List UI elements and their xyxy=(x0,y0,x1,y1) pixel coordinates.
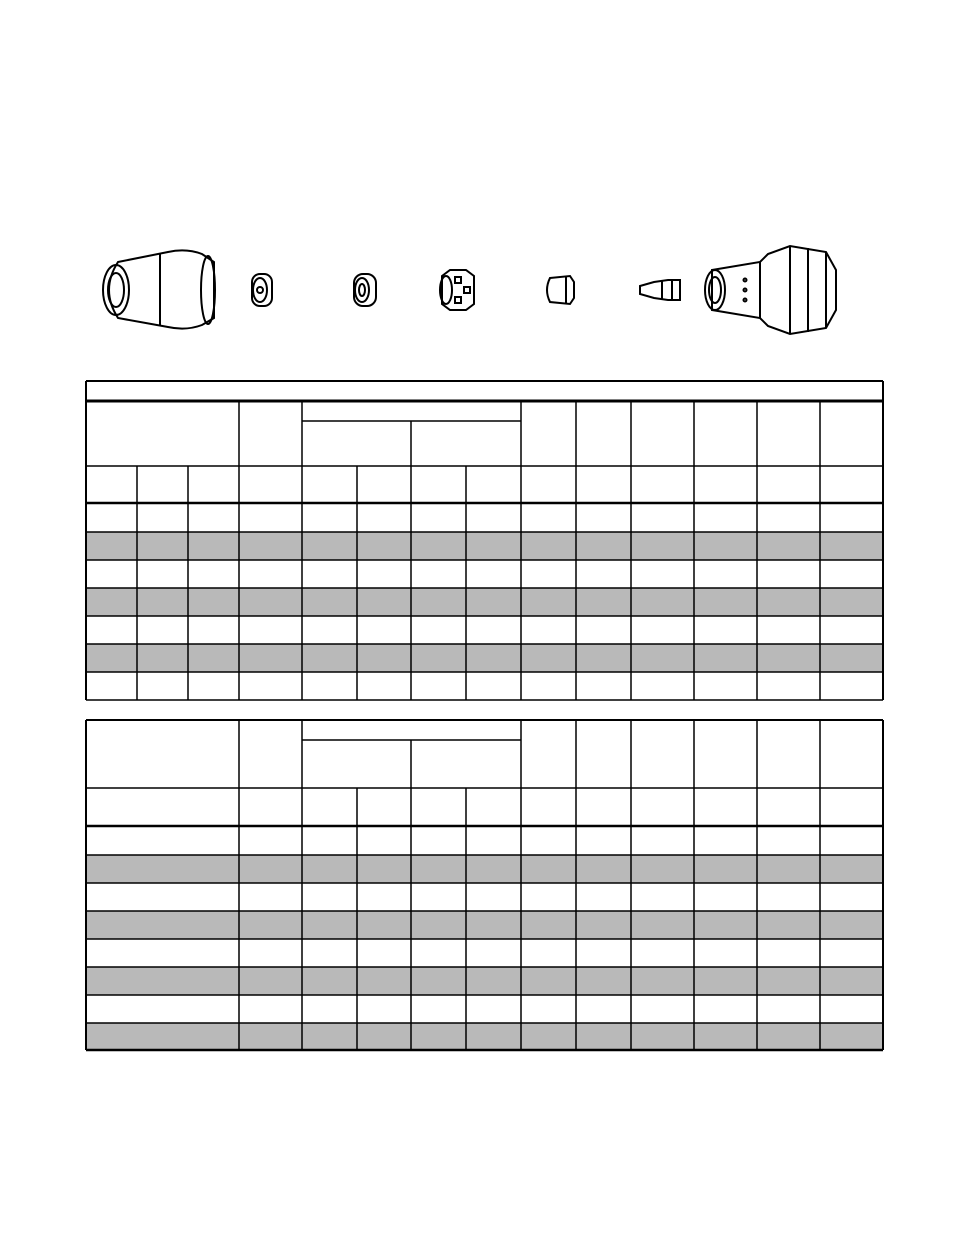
lower-data-table xyxy=(86,720,883,1050)
table-row-shading xyxy=(86,1023,883,1050)
table-row-shading xyxy=(86,644,883,672)
table-row-shading xyxy=(86,532,883,560)
upper-data-table xyxy=(86,381,883,700)
table-row-shading xyxy=(86,911,883,939)
table-row-shading xyxy=(86,855,883,883)
table-row-shading xyxy=(86,967,883,995)
table-row-shading xyxy=(86,588,883,616)
